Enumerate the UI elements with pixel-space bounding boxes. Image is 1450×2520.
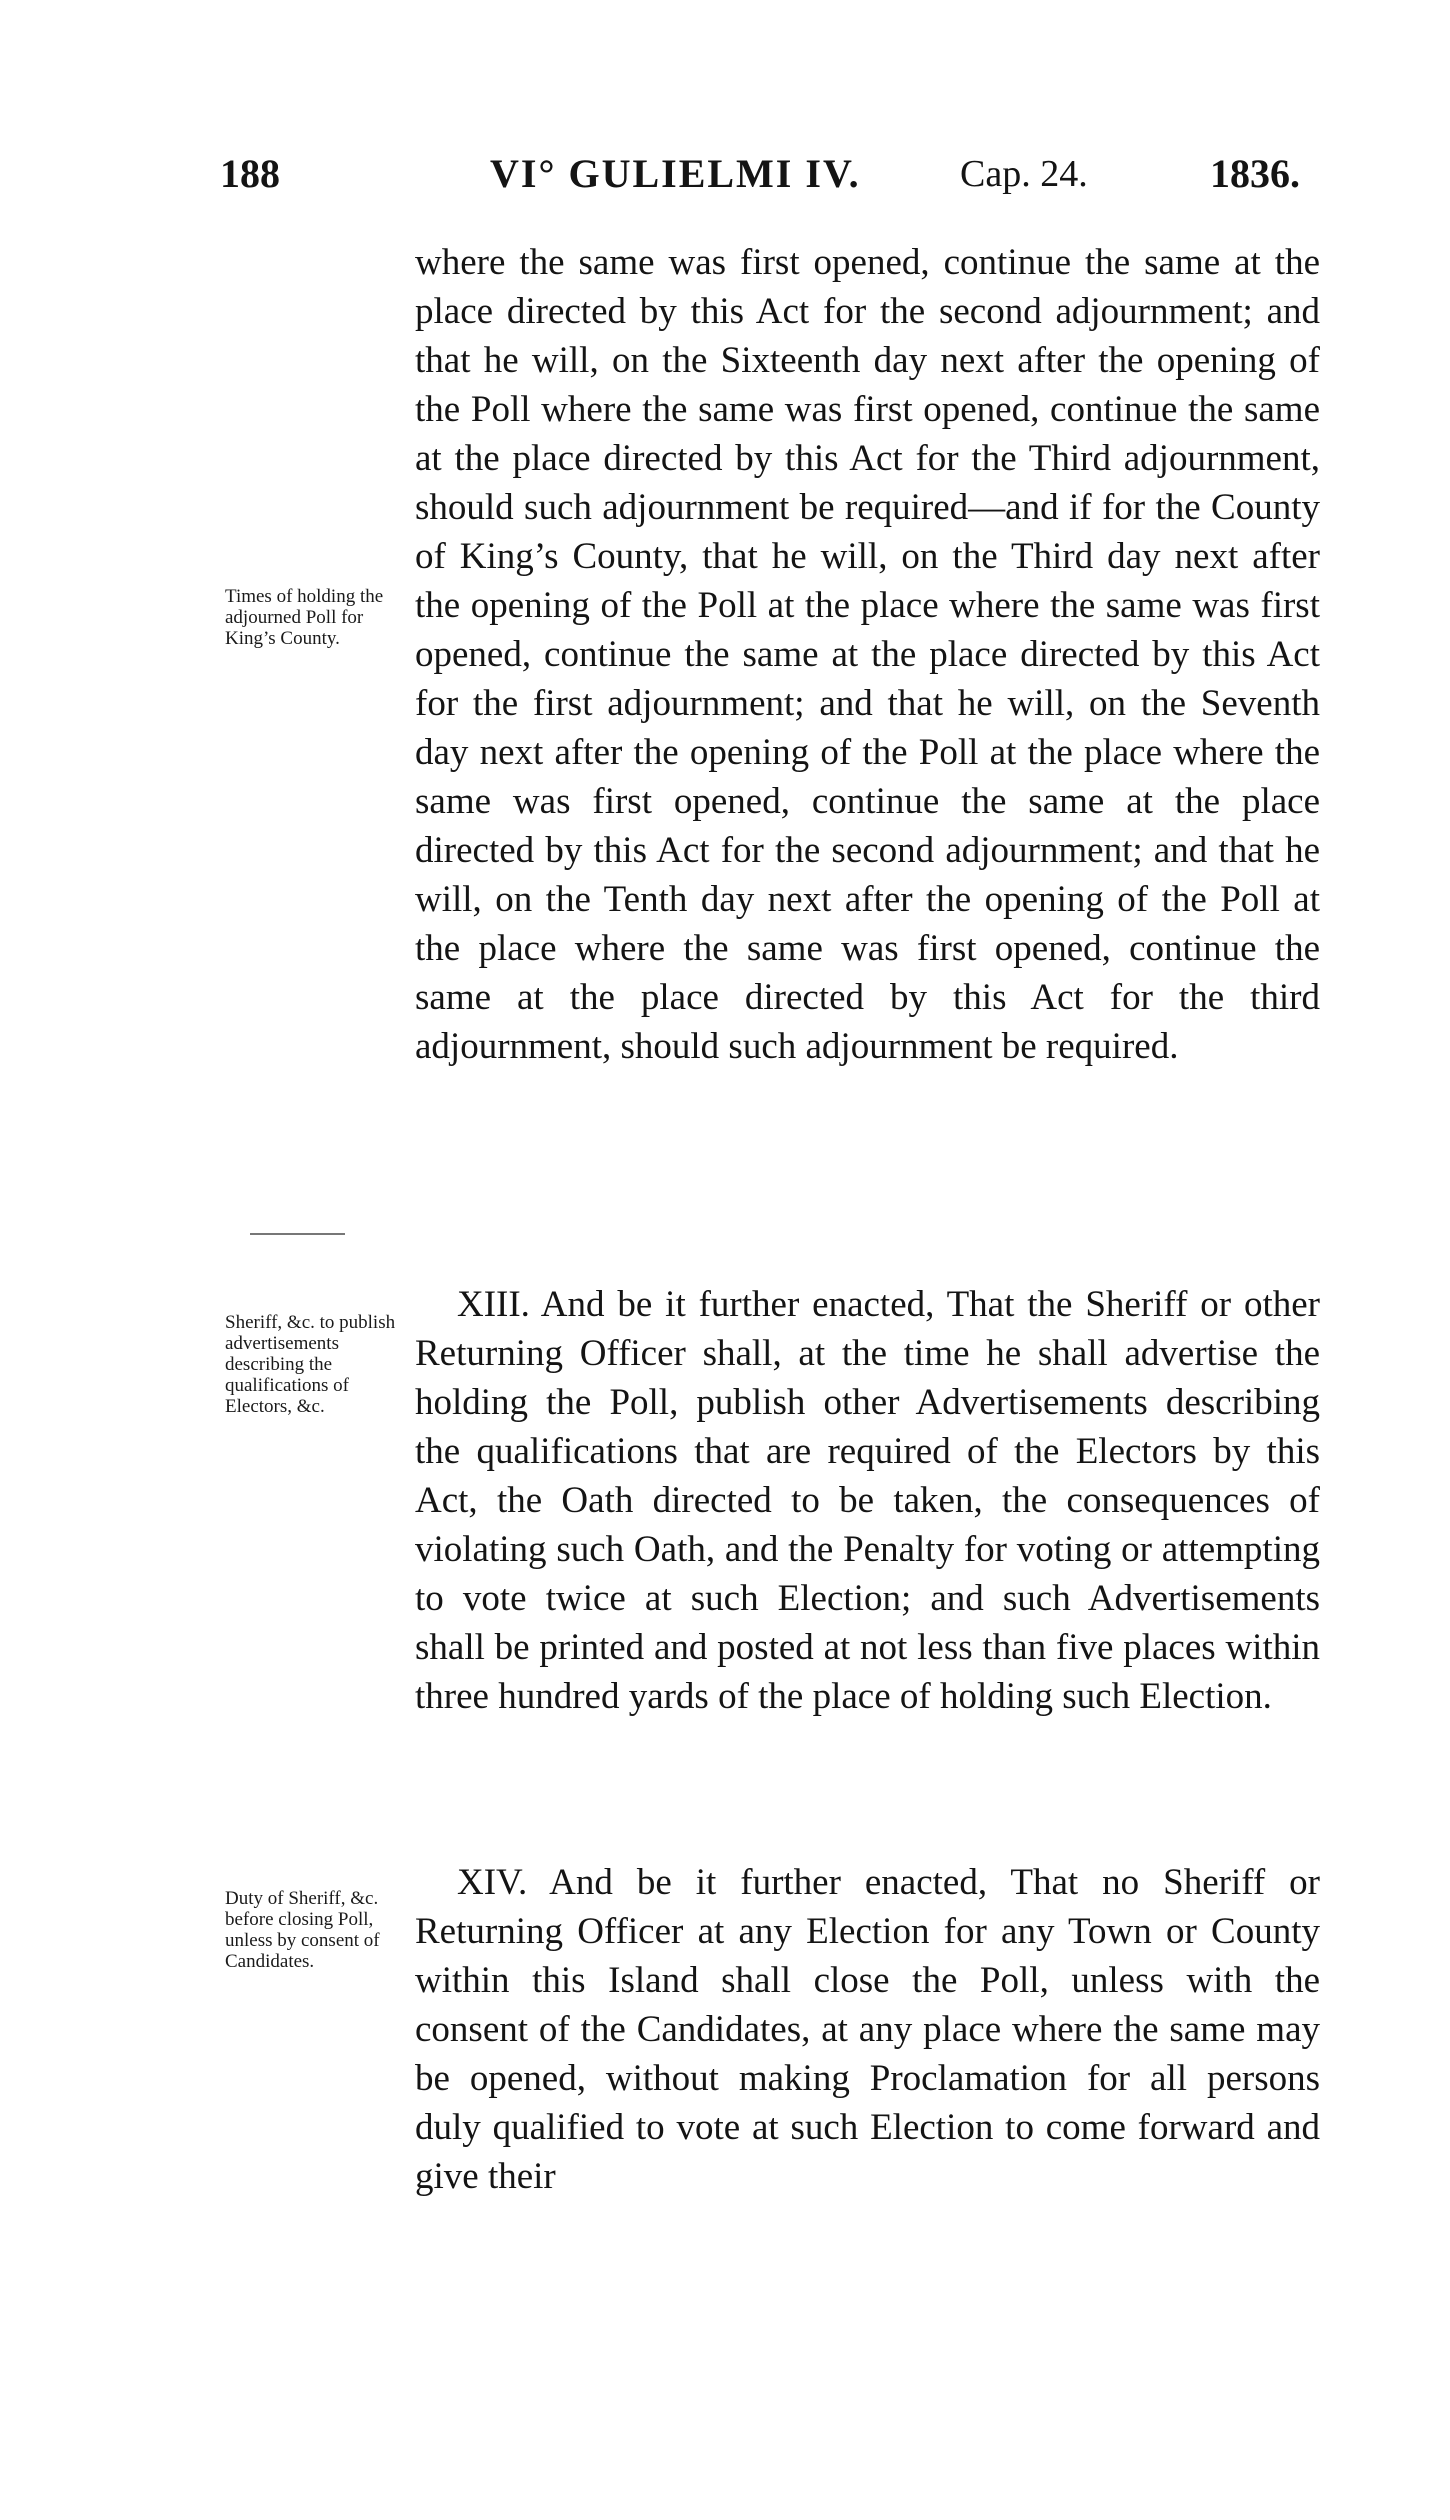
section-paragraph: [415, 1858, 1320, 2201]
side-note-section-xiv: Duty of Sheriff, &c. before closing Poll, unless by consent of Candidates.: [225, 1888, 380, 1972]
section-text: And be it further enacted, That no Sheriff or Returning Officer at any Election for any Town or County within this Island shall close the Poll, unless with the consent of the Candidates, at any place where the same may be opened, without making Proclamation for all persons duly qualified to vote at such Election to come forward and give their: [415, 1862, 1320, 2197]
side-note-section-xiii: Sheriff, &c. to publish advertisements describing the qualifications of Electors, &c.: [225, 1312, 396, 1417]
section-number: XIII.: [457, 1284, 530, 1325]
running-header: [0, 150, 1450, 210]
continuation-paragraph: [415, 238, 1320, 1071]
section-paragraph: [415, 1280, 1320, 1721]
statute-title: VI° GULIELMI IV.: [490, 151, 861, 196]
section-divider: [250, 1233, 345, 1235]
section-xiii: [415, 1280, 1320, 1721]
section-xiv: [415, 1858, 1320, 2201]
side-note-kings-county: Times of holding the adjourned Poll for King’s County.: [225, 586, 384, 649]
section-number: XIV.: [457, 1862, 528, 1903]
page-number: 188: [220, 151, 280, 196]
paragraph-text: where the same was first opened, continue the same at the place directed by this Act for the second adjournment; and that he will, on the Sixteenth day next after the opening of the Poll where the same was first opened, continue the same at the place directed by this Act for the Third adjournment, should such adjournment be required—and if for the County of King’s County, that he will, on the Third day next after the opening of the Poll at the place where the same was first opened, continue the same at the place directed by this Act for the first adjournment; and that he will, on the Seventh day next after the opening of the Poll at the place where the same was first opened, continue the same at the place directed by this Act for the second adjournment; and that he will, on the Tenth day next after the opening of the Poll at the place where the same was first opened, continue the same at the place directed by this Act for the third adjournment, should such adjournment be required.: [415, 242, 1320, 1067]
chapter-number: Cap. 24.: [960, 153, 1088, 195]
statute-year: 1836.: [1210, 151, 1300, 196]
section-text: And be it further enacted, That the Sheriff or other Returning Officer shall, at the time he shall advertise the holding the Poll, publish other Advertisements describing the qualifications that are required of the Electors by this Act, the Oath directed to be taken, the consequences of violating such Oath, and the Penalty for voting or attempting to vote twice at such Election; and such Advertisements shall be printed and posted at not less than five places within three hundred yards of the place of holding such Election.: [415, 1284, 1320, 1717]
